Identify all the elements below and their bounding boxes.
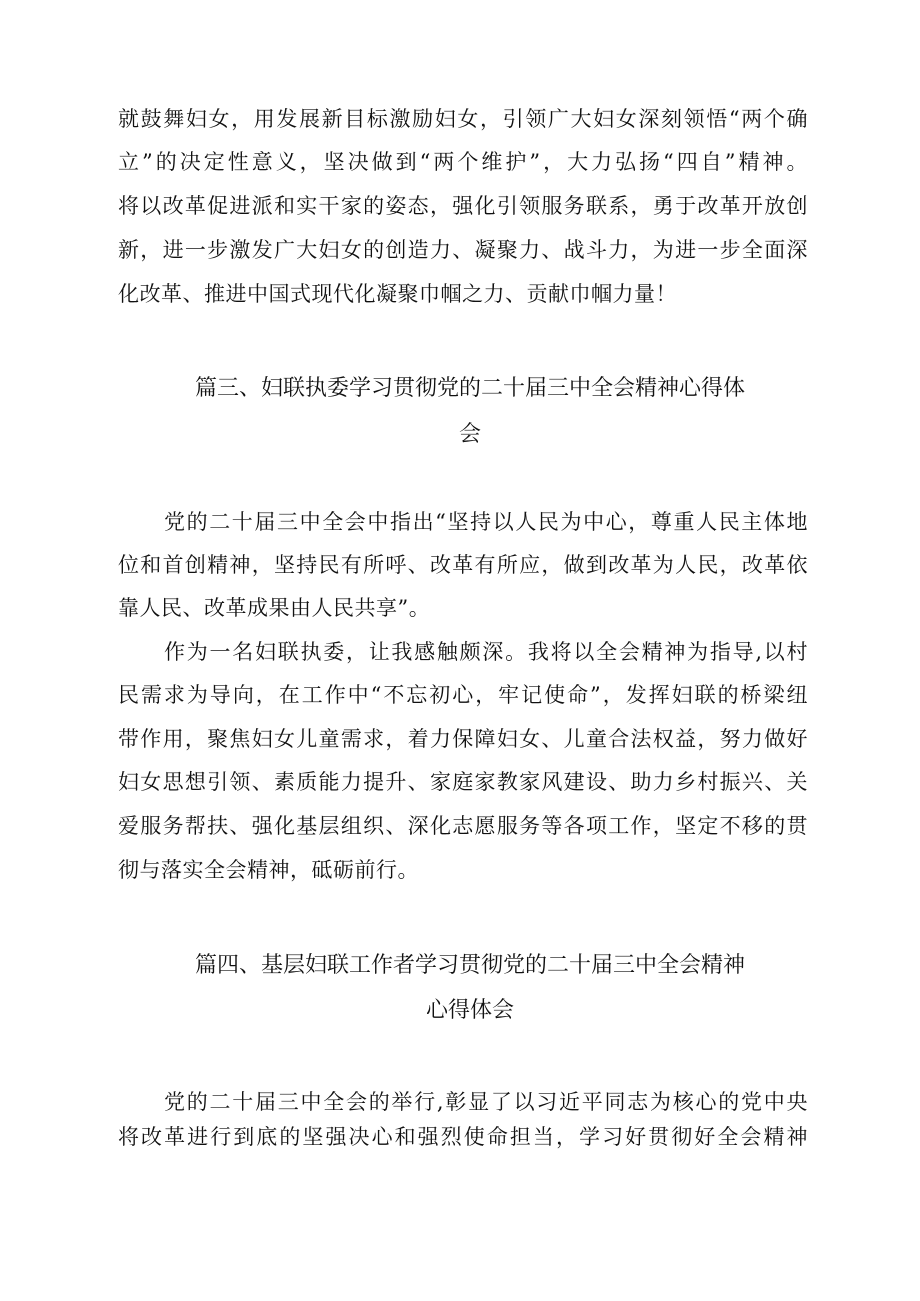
- text-line: 党的二十届三中全会的举行,彰显了以习近平同志为核心的党中央: [164, 1090, 808, 1114]
- text-line: 立”的决定性意义，坚决做到“两个维护”，大力弘扬“四自”精神。: [118, 150, 808, 174]
- text-line: 妇女思想引领、素质能力提升、家庭家教家风建设、助力乡村振兴、关: [118, 770, 808, 794]
- text-line: 党的二十届三中全会中指出“坚持以人民为中心，尊重人民主体地: [164, 510, 808, 534]
- text-line: 位和首创精神，坚持民有所呼、改革有所应，做到改革为人民，改革依: [118, 553, 808, 577]
- text-line: 化改革、推进中国式现代化凝聚巾帼之力、贡献巾帼力量！: [118, 282, 677, 306]
- section4-title-line2: 心得体会: [425, 998, 514, 1023]
- text-line: 将以改革促进派和实干家的姿态，强化引领服务联系，勇于改革开放创: [118, 194, 808, 218]
- text-line: 新，进一步激发广大妇女的创造力、凝聚力、战斗力，为进一步全面深: [118, 238, 808, 262]
- section3-title-line2: 会: [458, 422, 481, 447]
- text-line: 彻与落实全会精神，砥砺前行。: [118, 858, 419, 882]
- text-line: 民需求为导向，在工作中“不忘初心，牢记使命”，发挥妇联的桥梁纽: [118, 683, 808, 707]
- text-line: 带作用，聚焦妇女儿童需求，着力保障妇女、儿童合法权益，努力做好: [118, 727, 808, 751]
- text-line: 作为一名妇联执委，让我感触颇深。我将以全会精神为指导,以村: [164, 640, 808, 664]
- section3-title-line1: 篇三、妇联执委学习贯彻党的二十届三中全会精神心得体: [194, 376, 745, 401]
- text-line: 将改革进行到底的坚强决心和强烈使命担当，学习好贯彻好全会精神: [118, 1125, 808, 1149]
- text-line: 爱服务帮扶、强化基层组织、深化志愿服务等各项工作，坚定不移的贯: [118, 814, 808, 838]
- text-line: 就鼓舞妇女，用发展新目标激励妇女，引领广大妇女深刻领悟“两个确: [118, 107, 808, 131]
- section4-title-line1: 篇四、基层妇联工作者学习贯彻党的二十届三中全会精神: [194, 953, 745, 978]
- text-line: 靠人民、改革成果由人民共享”。: [118, 596, 431, 620]
